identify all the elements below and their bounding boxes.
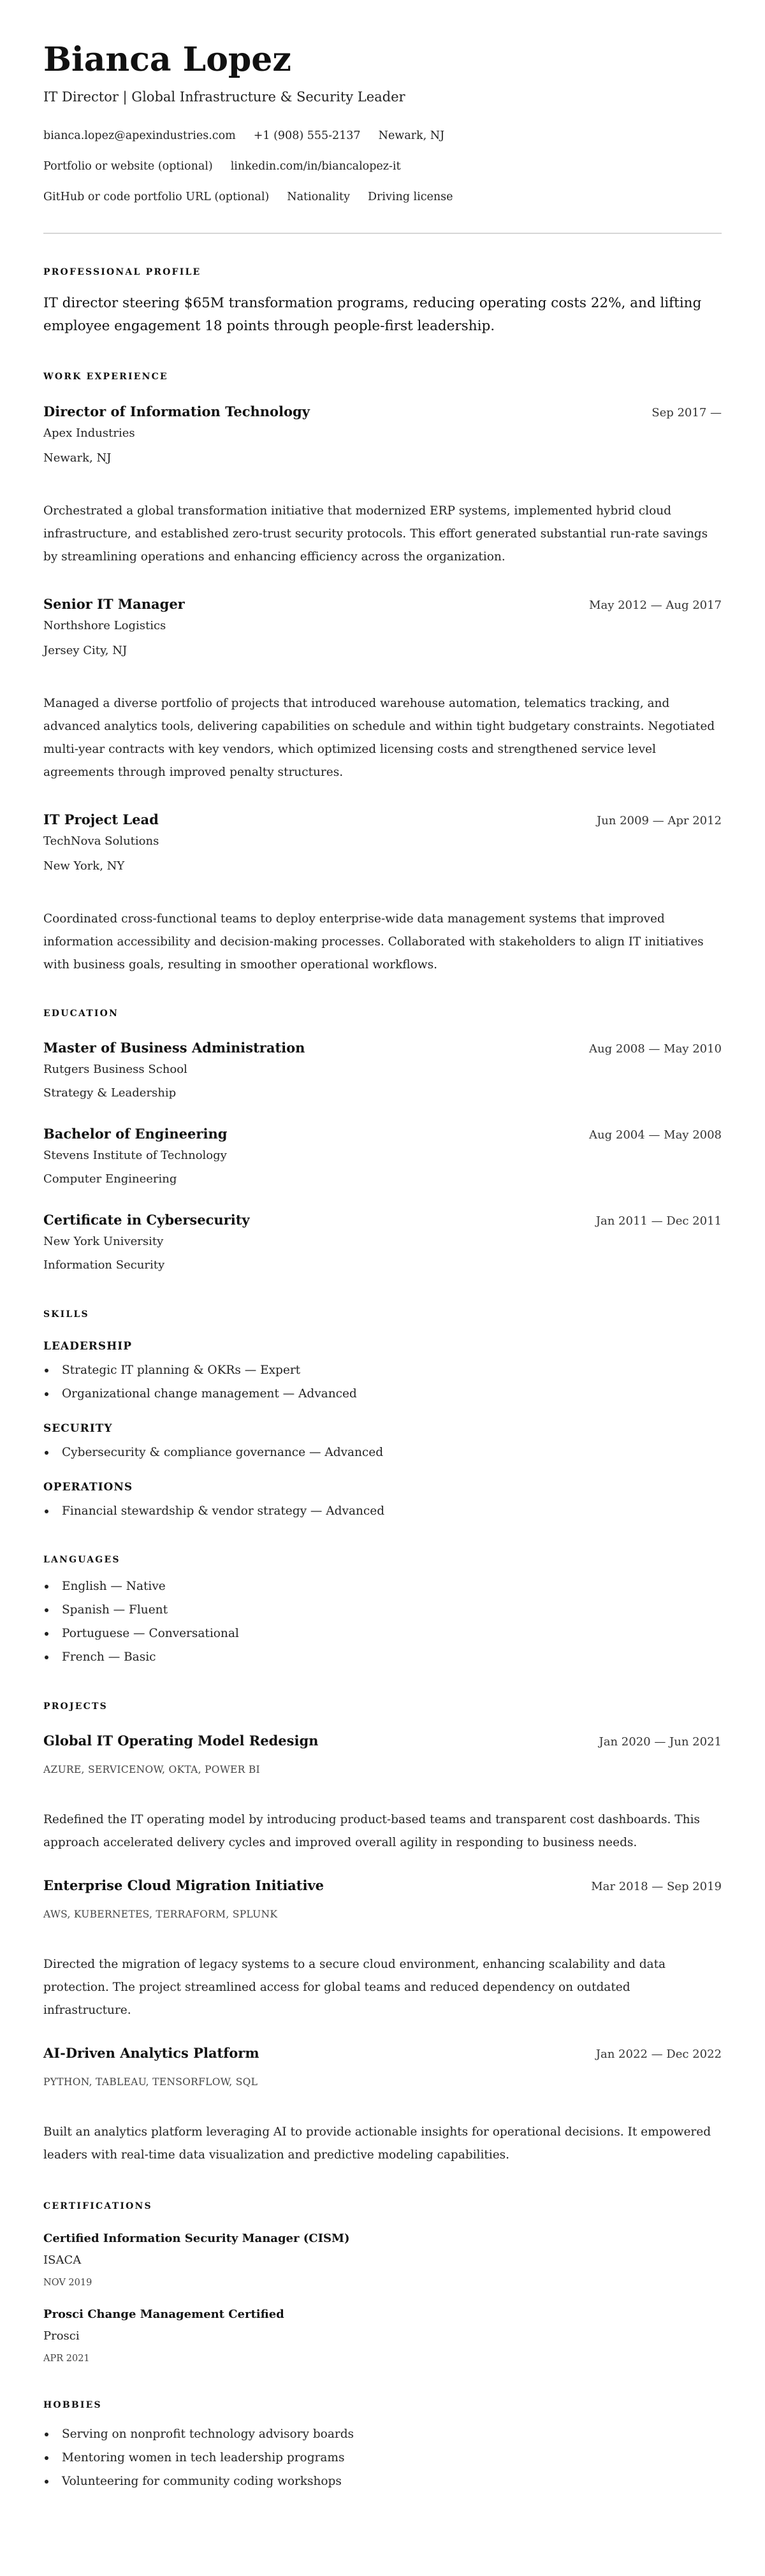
field-of-study: Computer Engineering bbox=[43, 1172, 177, 1186]
education-entry bbox=[43, 1211, 722, 1275]
language-item: Portuguese — Conversational bbox=[43, 1622, 722, 1645]
contact-line bbox=[43, 157, 722, 176]
skill-group bbox=[43, 1479, 722, 1523]
job-header bbox=[43, 402, 722, 423]
education-entry bbox=[43, 1124, 722, 1189]
school-name: Stevens Institute of Technology bbox=[43, 1149, 227, 1162]
certification-name: Prosci Change Management Certified bbox=[43, 2308, 284, 2321]
skill-list bbox=[43, 1499, 722, 1523]
nationality: Nationality bbox=[287, 191, 350, 203]
location: Newark, NJ bbox=[378, 129, 445, 142]
skill-list bbox=[43, 1441, 722, 1464]
skill-category: SECURITY bbox=[43, 1422, 113, 1435]
degree-title: Master of Business Administration bbox=[43, 1040, 305, 1056]
project-entry bbox=[43, 1731, 722, 1854]
certification-name: Certified Information Security Manager (CISM) bbox=[43, 2232, 350, 2245]
section-title: SKILLS bbox=[43, 1309, 89, 1320]
job-dates: Jun 2009 — Apr 2012 bbox=[596, 814, 722, 827]
section-title: HOBBIES bbox=[43, 2400, 102, 2410]
job-title: Director of Information Technology bbox=[43, 404, 310, 419]
certification-issuer: Prosci bbox=[43, 2329, 80, 2343]
contact-line bbox=[43, 187, 722, 207]
project-entry bbox=[43, 1876, 722, 2022]
languages-section bbox=[43, 1554, 722, 1669]
degree-title: Bachelor of Engineering bbox=[43, 1126, 228, 1142]
section-title: WORK EXPERIENCE bbox=[43, 372, 168, 382]
project-name: AI-Driven Analytics Platform bbox=[43, 2045, 259, 2061]
contact-line bbox=[43, 126, 722, 145]
skill-item: Organizational change management — Advanced bbox=[43, 1382, 722, 1406]
certification-entry bbox=[43, 2230, 722, 2290]
language-item: Spanish — Fluent bbox=[43, 1598, 722, 1622]
linkedin-link[interactable]: linkedin.com/in/biancalopez-it bbox=[230, 160, 401, 173]
school-name: Rutgers Business School bbox=[43, 1063, 187, 1076]
language-item: French — Basic bbox=[43, 1645, 722, 1669]
certification-entry bbox=[43, 2306, 722, 2366]
certification-date: APR 2021 bbox=[43, 2354, 90, 2364]
section-title: CERTIFICATIONS bbox=[43, 2201, 152, 2211]
project-tech-stack: PYTHON, TABLEAU, TENSORFLOW, SQL bbox=[43, 2076, 258, 2088]
hobby-item: Volunteering for community coding workshops bbox=[43, 2470, 722, 2493]
project-header bbox=[43, 2044, 722, 2064]
job-dates: May 2012 — Aug 2017 bbox=[589, 599, 722, 612]
section-title: PROFESSIONAL PROFILE bbox=[43, 267, 201, 277]
skill-item: Strategic IT planning & OKRs — Expert bbox=[43, 1358, 722, 1382]
field-of-study: Information Security bbox=[43, 1258, 165, 1272]
field-of-study: Strategy & Leadership bbox=[43, 1086, 177, 1100]
company-name: Northshore Logistics bbox=[43, 619, 166, 632]
experience-section bbox=[43, 370, 722, 977]
skill-item: Financial stewardship & vendor strategy — Advanced bbox=[43, 1499, 722, 1523]
github-link[interactable]: GitHub or code portfolio URL (optional) bbox=[43, 191, 270, 203]
candidate-headline: IT Director | Global Infrastructure & Security Leader bbox=[43, 89, 405, 105]
job-title: IT Project Lead bbox=[43, 811, 159, 827]
job-entry bbox=[43, 810, 722, 977]
company-name: Apex Industries bbox=[43, 426, 135, 440]
skill-category: LEADERSHIP bbox=[43, 1340, 133, 1353]
project-description: Built an analytics platform leveraging AI to provide actionable insights for operational decisions. It empowered leaders with real-time data visualization and predictive modeling capabilities. bbox=[43, 2125, 711, 2162]
section-title: EDUCATION bbox=[43, 1008, 119, 1019]
candidate-name: Bianca Lopez bbox=[43, 40, 291, 79]
education-entry bbox=[43, 1038, 722, 1103]
job-location: Jersey City, NJ bbox=[43, 644, 127, 657]
company-name: TechNova Solutions bbox=[43, 834, 159, 848]
job-description: Managed a diverse portfolio of projects that introduced warehouse automation, telematics tracking, and advanced analytics tools, delivering capabilities on schedule and within tight budgetary constraints. Negotiated multi-year contracts with key vendors, which optimized licensing costs and strengthened service level agreements through improved penalty structures. bbox=[43, 697, 715, 779]
education-section bbox=[43, 1007, 722, 1275]
skill-category: OPERATIONS bbox=[43, 1481, 133, 1494]
job-header bbox=[43, 810, 722, 831]
education-header bbox=[43, 1211, 722, 1231]
section-title: LANGUAGES bbox=[43, 1555, 120, 1565]
project-header bbox=[43, 1731, 722, 1752]
skill-group bbox=[43, 1420, 722, 1464]
job-entry bbox=[43, 595, 722, 784]
degree-title: Certificate in Cybersecurity bbox=[43, 1212, 250, 1228]
profile-summary: IT director steering $65M transformation programs, reducing operating costs 22%, and lifting employee engagement 18 points through people-first leadership. bbox=[43, 295, 702, 334]
header-divider bbox=[43, 233, 722, 234]
education-header bbox=[43, 1038, 722, 1059]
project-tech-stack: AZURE, SERVICENOW, OKTA, POWER BI bbox=[43, 1764, 260, 1775]
certification-issuer: ISACA bbox=[43, 2253, 82, 2267]
project-dates: Jan 2020 — Jun 2021 bbox=[599, 1735, 722, 1749]
hobbies-section bbox=[43, 2399, 722, 2493]
education-dates: Aug 2004 — May 2008 bbox=[589, 1128, 722, 1142]
project-description: Directed the migration of legacy systems to a secure cloud environment, enhancing scalability and data protection. The project streamlined access for global teams and reduced dependency on outdated infrastructure. bbox=[43, 1958, 666, 2017]
project-name: Enterprise Cloud Migration Initiative bbox=[43, 1877, 324, 1893]
job-header bbox=[43, 595, 722, 615]
portfolio-link[interactable]: Portfolio or website (optional) bbox=[43, 160, 213, 173]
skill-group bbox=[43, 1338, 722, 1406]
skills-section bbox=[43, 1308, 722, 1523]
certification-date: NOV 2019 bbox=[43, 2278, 92, 2288]
resume-header bbox=[43, 40, 722, 207]
project-name: Global IT Operating Model Redesign bbox=[43, 1733, 319, 1749]
job-description: Orchestrated a global transformation initiative that modernized ERP systems, implemented hybrid cloud infrastructure, and established zero-trust security protocols. This effort generated substantial run-rate savings by streamlining operations and enhancing efficiency across the organization. bbox=[43, 504, 708, 564]
project-dates: Mar 2018 — Sep 2019 bbox=[591, 1880, 722, 1893]
skill-list bbox=[43, 1358, 722, 1406]
job-location: New York, NY bbox=[43, 859, 125, 873]
school-name: New York University bbox=[43, 1235, 164, 1248]
job-location: Newark, NJ bbox=[43, 451, 112, 465]
job-entry bbox=[43, 402, 722, 569]
education-dates: Aug 2008 — May 2010 bbox=[589, 1042, 722, 1056]
project-dates: Jan 2022 — Dec 2022 bbox=[595, 2048, 722, 2061]
education-dates: Jan 2011 — Dec 2011 bbox=[595, 1214, 722, 1228]
skill-item: Cybersecurity & compliance governance — Advanced bbox=[43, 1441, 722, 1464]
job-description: Coordinated cross-functional teams to deploy enterprise-wide data management systems that improved information accessibility and decision-making processes. Collaborated with stakeholders to align IT initiatives with business goals, resulting in smoother operational workflows. bbox=[43, 912, 704, 971]
project-tech-stack: AWS, KUBERNETES, TERRAFORM, SPLUNK bbox=[43, 1909, 278, 1920]
language-item: English — Native bbox=[43, 1575, 722, 1598]
job-title: Senior IT Manager bbox=[43, 596, 185, 612]
project-description: Redefined the IT operating model by introducing product-based teams and transparent cost dashboards. This approach accelerated delivery cycles and improved overall agility in responding to business needs. bbox=[43, 1813, 700, 1849]
project-entry bbox=[43, 2044, 722, 2167]
job-dates: Sep 2017 — bbox=[652, 406, 722, 419]
projects-section bbox=[43, 1700, 722, 2167]
hobby-item: Mentoring women in tech leadership programs bbox=[43, 2446, 722, 2470]
education-header bbox=[43, 1124, 722, 1145]
phone-number[interactable]: +1 (908) 555-2137 bbox=[253, 129, 361, 142]
section-title: PROJECTS bbox=[43, 1701, 108, 1712]
email-link[interactable]: bianca.lopez@apexindustries.com bbox=[43, 129, 236, 142]
profile-section bbox=[43, 266, 722, 338]
hobby-item: Serving on nonprofit technology advisory boards bbox=[43, 2422, 722, 2446]
driving-license: Driving license bbox=[367, 191, 453, 203]
certifications-section bbox=[43, 2200, 722, 2366]
project-header bbox=[43, 1876, 722, 1896]
